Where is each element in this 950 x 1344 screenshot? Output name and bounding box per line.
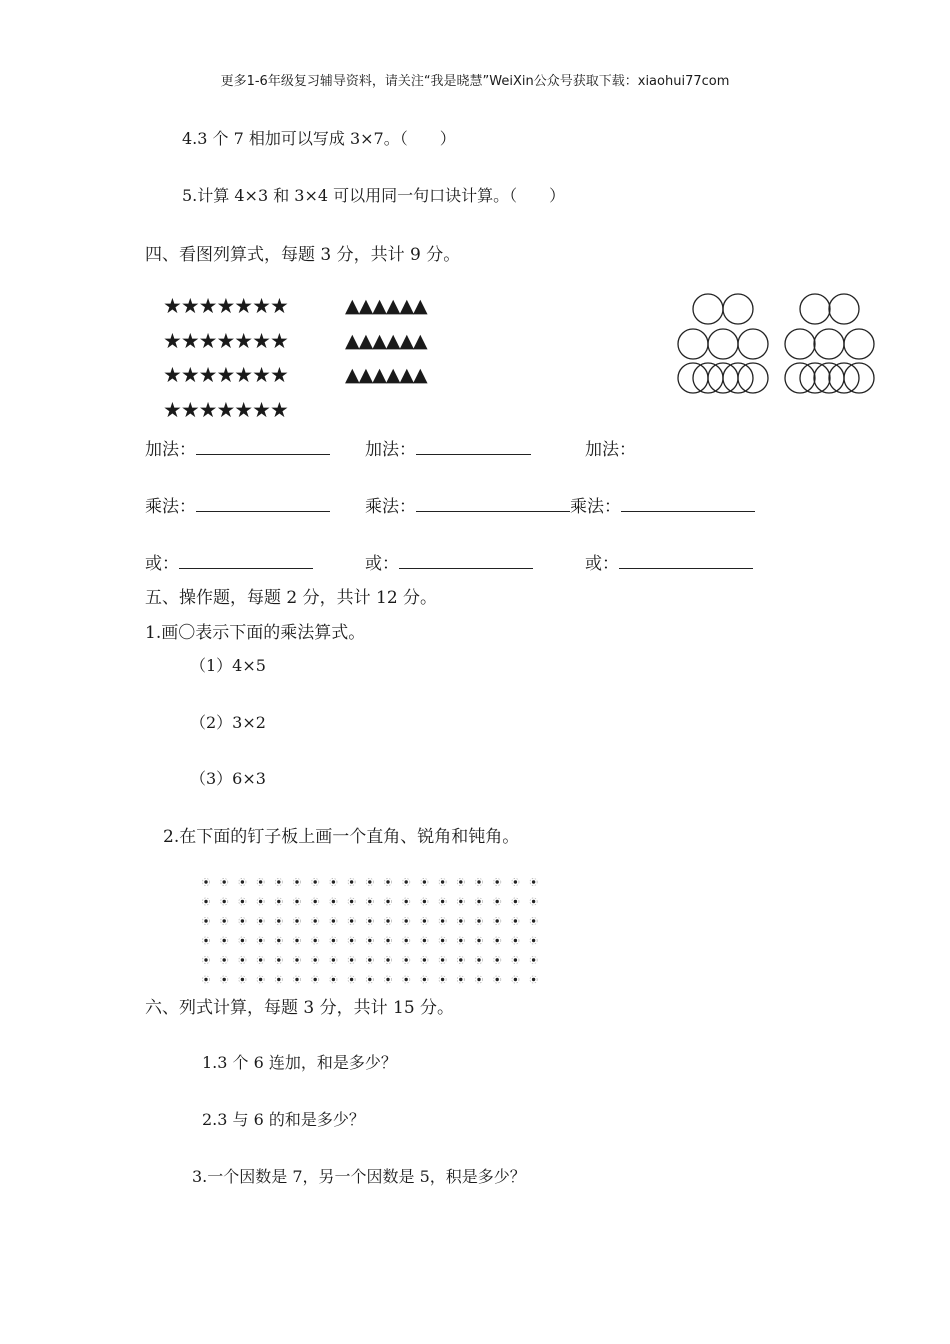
nail-dot: [295, 919, 298, 922]
answer-blank[interactable]: [416, 497, 570, 512]
nail-dot: [277, 900, 280, 903]
nail-dot: [350, 900, 353, 903]
nail-dot: [295, 978, 298, 981]
nail-dot: [223, 919, 226, 922]
nail-dot: [314, 919, 317, 922]
or-label: 或：: [585, 554, 619, 574]
add-line-3: [585, 435, 636, 460]
nail-dot: [332, 900, 335, 903]
nail-dot: [441, 939, 444, 942]
nail-dot: [532, 958, 535, 961]
add-label: 加法：: [365, 440, 416, 460]
nail-dot: [223, 958, 226, 961]
nail-dot: [277, 880, 280, 883]
section-5-question-2: 2.在下面的钉子板上画一个直角、锐角和钝角。: [163, 827, 520, 847]
nail-dot: [386, 900, 389, 903]
multiplication-item: （3）6×3: [190, 769, 266, 788]
nail-dot: [223, 880, 226, 883]
add-label: 加法：: [585, 440, 636, 460]
nail-dot: [532, 939, 535, 942]
nail-dot: [223, 939, 226, 942]
nail-dot: [532, 880, 535, 883]
circle: [738, 329, 768, 359]
nail-dot: [441, 958, 444, 961]
section-6-question-1: 1.3 个 6 连加，和是多少？: [202, 1053, 397, 1072]
nail-dot: [477, 880, 480, 883]
nail-dot: [204, 939, 207, 942]
multiplication-item: （1）4×5: [190, 656, 266, 675]
nail-dot: [459, 978, 462, 981]
answer-blank[interactable]: [619, 554, 753, 569]
nail-dot: [332, 978, 335, 981]
nail-dot: [423, 900, 426, 903]
star-row: ★★★★★★★: [163, 398, 288, 422]
nail-dot: [368, 958, 371, 961]
circles-figure: [670, 288, 885, 400]
mul-label: 乘法：: [365, 497, 416, 517]
nail-dot: [204, 978, 207, 981]
section-6-question-2: 2.3 与 6 的和是多少？: [202, 1110, 365, 1129]
star-row: ★★★★★★★: [163, 363, 288, 387]
or-line-2: [365, 549, 533, 574]
nail-dot: [332, 958, 335, 961]
nail-dot: [350, 919, 353, 922]
answer-blank[interactable]: [196, 440, 330, 455]
judge-question-4: 4.3 个 7 相加可以写成 3×7。（ ）: [182, 129, 456, 148]
nail-dot: [223, 978, 226, 981]
nail-dot: [514, 939, 517, 942]
nail-dot: [514, 958, 517, 961]
nail-dot: [532, 978, 535, 981]
nail-dot: [368, 900, 371, 903]
nail-dot: [259, 958, 262, 961]
nail-dot: [405, 880, 408, 883]
page-header: 更多1-6年级复习辅导资料，请关注“我是晓慧”WeiXin公众号获取下载：xiaohui77com: [220, 74, 730, 89]
nail-dot: [368, 978, 371, 981]
circle: [708, 329, 738, 359]
nail-dot: [477, 900, 480, 903]
nail-dot: [241, 919, 244, 922]
circle: [693, 294, 723, 324]
circle: [814, 329, 844, 359]
nail-dot: [477, 958, 480, 961]
nail-dot: [332, 939, 335, 942]
section-6-title: 六、列式计算，每题 3 分，共计 15 分。: [145, 998, 455, 1018]
nail-dot: [204, 900, 207, 903]
answer-blank[interactable]: [196, 497, 330, 512]
nail-dot: [423, 958, 426, 961]
nail-dot: [386, 939, 389, 942]
nail-dot: [350, 880, 353, 883]
nail-dot: [241, 958, 244, 961]
answer-blank[interactable]: [416, 440, 531, 455]
or-label: 或：: [145, 554, 179, 574]
nail-dot: [350, 939, 353, 942]
add-line-2: [365, 435, 531, 460]
nail-dot: [423, 880, 426, 883]
or-line-1: [145, 549, 313, 574]
nail-dot: [459, 919, 462, 922]
triangle-row: ▲▲▲▲▲▲: [345, 364, 427, 386]
nail-dot: [405, 900, 408, 903]
section-5-title: 五、操作题，每题 2 分，共计 12 分。: [145, 588, 438, 608]
section-4-title: 四、看图列算式，每题 3 分，共计 9 分。: [145, 245, 461, 265]
nail-dot: [350, 958, 353, 961]
star-row: ★★★★★★★: [163, 294, 288, 318]
answer-blank[interactable]: [179, 554, 313, 569]
answer-blank[interactable]: [399, 554, 533, 569]
star-row: ★★★★★★★: [163, 329, 288, 353]
nail-dot: [314, 958, 317, 961]
triangle-row: ▲▲▲▲▲▲: [345, 330, 427, 352]
nail-dot: [496, 939, 499, 942]
mul-label: 乘法：: [145, 497, 196, 517]
nail-dot: [332, 880, 335, 883]
nail-dot: [295, 958, 298, 961]
nail-dot: [350, 978, 353, 981]
add-line-1: [145, 435, 330, 460]
circle: [844, 329, 874, 359]
nail-dot: [223, 900, 226, 903]
nail-dot: [277, 939, 280, 942]
section-5-question-1: 1.画〇表示下面的乘法算式。: [145, 623, 366, 643]
nail-dot: [277, 978, 280, 981]
nail-dot: [459, 900, 462, 903]
nail-dot: [314, 939, 317, 942]
nail-dot: [386, 919, 389, 922]
circle: [723, 294, 753, 324]
nail-dot: [314, 880, 317, 883]
circle: [800, 294, 830, 324]
nail-dot: [259, 978, 262, 981]
nail-dot: [496, 919, 499, 922]
nail-dot: [423, 978, 426, 981]
nail-dot: [441, 919, 444, 922]
nail-dot: [405, 919, 408, 922]
nail-dot: [532, 919, 535, 922]
nail-dot: [441, 978, 444, 981]
nail-dot: [423, 919, 426, 922]
nail-dot: [514, 900, 517, 903]
or-label: 或：: [365, 554, 399, 574]
nail-dot: [259, 880, 262, 883]
mul-line-2: [365, 492, 755, 517]
nail-dot: [314, 978, 317, 981]
nail-dot: [459, 939, 462, 942]
section-6-question-3: 3.一个因数是 7，另一个因数是 5，积是多少？: [192, 1167, 526, 1186]
nail-dot: [496, 880, 499, 883]
nail-dot: [295, 880, 298, 883]
nail-dot: [532, 900, 535, 903]
nail-dot: [386, 978, 389, 981]
nail-dot: [514, 978, 517, 981]
mul-label: 乘法：: [570, 497, 621, 517]
nail-board[interactable]: [196, 872, 541, 984]
nail-dot: [277, 958, 280, 961]
nail-dot: [496, 958, 499, 961]
nail-dot: [514, 919, 517, 922]
nail-dot: [386, 880, 389, 883]
nail-dot: [332, 919, 335, 922]
nail-dot: [277, 919, 280, 922]
nail-dot: [314, 900, 317, 903]
nail-dot: [295, 939, 298, 942]
or-line-3: [585, 549, 753, 574]
circle: [678, 329, 708, 359]
add-label: 加法：: [145, 440, 196, 460]
nail-dot: [204, 880, 207, 883]
nail-dot: [368, 880, 371, 883]
triangle-row: ▲▲▲▲▲▲: [345, 295, 427, 317]
answer-blank[interactable]: [621, 497, 755, 512]
nail-dot: [295, 900, 298, 903]
nail-dot: [259, 939, 262, 942]
nail-dot: [423, 939, 426, 942]
nail-dot: [405, 978, 408, 981]
nail-dot: [441, 880, 444, 883]
nail-dot: [459, 880, 462, 883]
nail-dot: [259, 900, 262, 903]
nail-dot: [259, 919, 262, 922]
multiplication-item: （2）3×2: [190, 713, 266, 732]
nail-dot: [241, 880, 244, 883]
nail-dot: [368, 939, 371, 942]
nail-dot: [496, 978, 499, 981]
mul-line-1: [145, 492, 330, 517]
nail-dot: [241, 978, 244, 981]
nail-dot: [386, 958, 389, 961]
nail-dot: [241, 900, 244, 903]
nail-dot: [514, 880, 517, 883]
judge-question-5: 5.计算 4×3 和 3×4 可以用同一句口诀计算。（ ）: [182, 186, 566, 205]
circle: [785, 329, 815, 359]
nail-dot: [441, 900, 444, 903]
nail-dot: [477, 939, 480, 942]
nail-dot: [241, 939, 244, 942]
nail-dot: [204, 919, 207, 922]
nail-dot: [477, 919, 480, 922]
nail-dot: [477, 978, 480, 981]
nail-dot: [405, 958, 408, 961]
nail-dot: [204, 958, 207, 961]
nail-dot: [459, 958, 462, 961]
circle: [829, 294, 859, 324]
nail-dot: [405, 939, 408, 942]
nail-dot: [368, 919, 371, 922]
nail-dot: [496, 900, 499, 903]
